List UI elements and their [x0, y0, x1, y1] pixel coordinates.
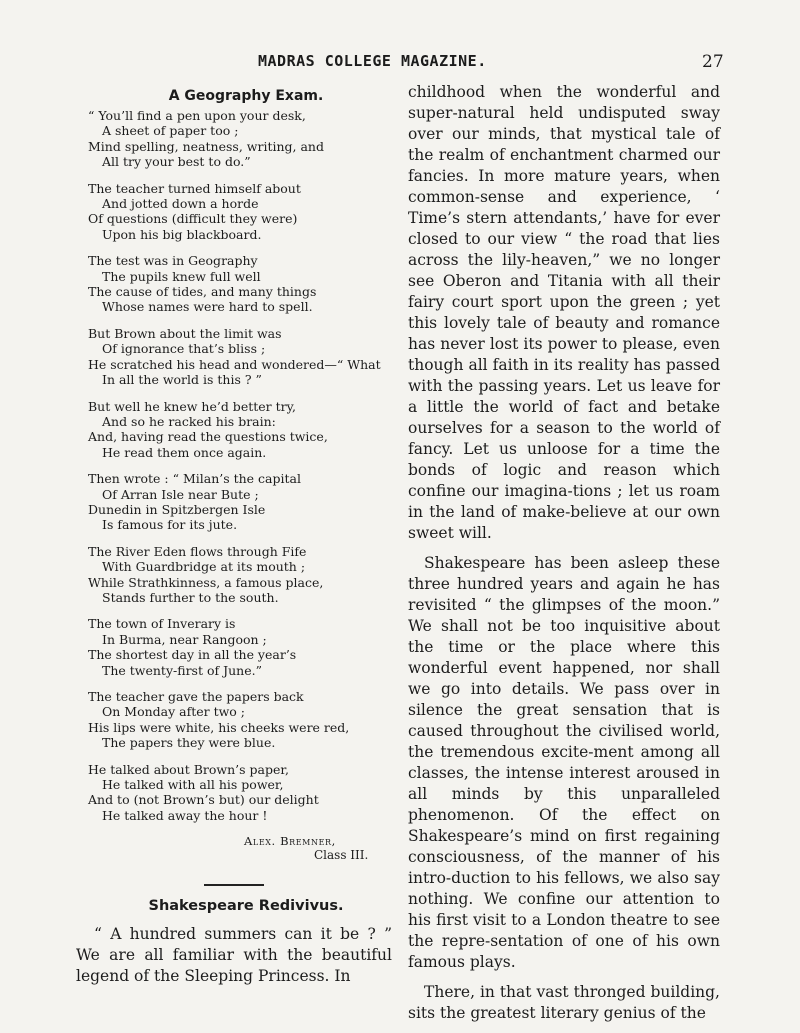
- poem-line: The twenty-first of June.”: [102, 662, 262, 678]
- poem-stanza: [88, 108, 396, 170]
- page-number: 27: [702, 52, 724, 72]
- poem-line: Of ignorance that’s bliss ;: [102, 341, 266, 357]
- poem-line: With Guardbridge at its mouth ;: [102, 559, 306, 575]
- poem-line: Of questions (difficult they were): [88, 211, 298, 227]
- poem-line: But Brown about the limit was: [88, 325, 282, 341]
- essay-title: Shakespeare Redivivus.: [148, 898, 344, 915]
- poem-stanza: [88, 181, 396, 243]
- essay-paragraph-3: There, in that vast thronged building, sits the greatest literary genius of the: [408, 983, 720, 1022]
- poem-line: And, having read the questions twice,: [88, 429, 328, 445]
- essay-paragraph-1: childhood when the wonderful and super-natural held undisputed sway over our minds, that mystical tale of the realm of enchantment charmed our fancies. In more mature years, when common-sense and experience, ‘ Time’s stern attendants,’ have for ever closed to our view “ the road that lies across the lily-heaven,” we no longer see Oberon and Titania with all their fairy court sport upon the green ; yet this lovely tale of beauty and romance has never lost its power to please, even though all faith in its reality has passed with the passing years. Let us leave for a little the world of fact and betake ourselves for a season to the world of fancy. Let us unloose for a time the bonds of logic and reason which confine our imagina-tions ; let us roam in the land of make-believe at our own sweet will.: [408, 83, 720, 542]
- essay-opening-paragraph: “ A hundred summers can it be ? ” We are all familiar with the beautiful legend of the Sleeping Princess. In: [76, 925, 392, 986]
- poem-line: Then wrote : “ Milan’s the capital: [88, 471, 301, 487]
- poem-author-class: Class III.: [314, 848, 369, 863]
- poem-line: And to (not Brown’s but) our delight: [88, 792, 319, 808]
- right-column: [408, 82, 720, 1033]
- poem-line: The teacher turned himself about: [88, 180, 301, 196]
- poem-line: He talked about Brown’s paper,: [88, 761, 289, 777]
- poem-line: All try your best to do.”: [102, 154, 251, 170]
- poem-stanza: [88, 689, 396, 751]
- poem-line: He scratched his head and wondered—“ What: [88, 356, 381, 372]
- poem-line: The River Eden flows through Fife: [88, 543, 307, 559]
- poem-author: Alex. Bremner,: [244, 834, 336, 849]
- poem-line: His lips were white, his cheeks were red,: [88, 719, 350, 735]
- left-column: [76, 88, 396, 987]
- poem-title: A Geography Exam.: [168, 88, 324, 104]
- poem-line: The cause of tides, and many things: [88, 284, 317, 300]
- poem-line: He talked away the hour !: [102, 807, 268, 823]
- essay-paragraph-2: Shakespeare has been asleep these three hundred years and again he has revisited “ the glimpses of the moon.” We shall not be too inquisitive about the time or the place where this wonderful event happened, nor shall we go into details. We pass over in silence the great sensation that is caused throughout the civilised world, the tremendous excite-ment among all classes, the intense interest aroused in all minds by this unparalleled phenomenon. Of the effect on Shakespeare’s mind on first regaining consciousness, of the manner of his intro-duction to his fellows, we also say nothing. We confine our attention to his first visit to a London theatre to see the repre-sentation of one of his own famous plays.: [408, 554, 720, 971]
- poem-line: In Burma, near Rangoon ;: [102, 631, 267, 647]
- poem-line: The town of Inverary is: [88, 616, 236, 632]
- poem-stanza: [88, 253, 396, 315]
- poem-line: But well he knew he’d better try,: [88, 398, 296, 414]
- poem-line: Of Arran Isle near Bute ;: [102, 486, 259, 502]
- poem-line: And so he racked his brain:: [102, 413, 276, 429]
- poem-stanza: [88, 399, 396, 461]
- poem-stanza: [88, 616, 396, 678]
- poem-line: Mind spelling, neatness, writing, and: [88, 138, 324, 154]
- poem-line: Is famous for its jute.: [102, 517, 238, 533]
- poem-stanza: [88, 762, 396, 824]
- poem-stanza: [88, 326, 396, 388]
- poem-line: The shortest day in all the year’s: [88, 647, 297, 663]
- poem-line: The teacher gave the papers back: [88, 689, 304, 704]
- poem-body: [76, 108, 396, 823]
- section-divider: [204, 884, 264, 886]
- poem-line: The test was in Geography: [88, 253, 258, 269]
- poem-line: On Monday after two ;: [102, 704, 246, 720]
- poem-line: Whose names were hard to spell.: [102, 299, 313, 315]
- poem-stanza: [88, 544, 396, 606]
- poem-line: Dunedin in Spitzbergen Isle: [88, 501, 266, 517]
- poem-line: And jotted down a horde: [102, 196, 259, 212]
- poem-line: While Strathkinness, a famous place,: [88, 574, 324, 590]
- poem-line: He read them once again.: [102, 444, 267, 460]
- poem-line: The papers they were blue.: [102, 735, 276, 751]
- poem-line: He talked with all his power,: [102, 777, 284, 793]
- poem-line: In all the world is this ? ”: [102, 372, 262, 388]
- poem-stanza: [88, 471, 396, 533]
- poem-line: The pupils knew full well: [102, 268, 261, 284]
- poem-line: “ You’ll find a pen upon your desk,: [88, 108, 306, 123]
- poem-line: Upon his big blackboard.: [102, 226, 262, 242]
- poem-line: A sheet of paper too ;: [102, 123, 239, 139]
- running-header: MADRAS COLLEGE MAGAZINE.: [258, 52, 487, 70]
- poem-line: Stands further to the south.: [102, 589, 279, 605]
